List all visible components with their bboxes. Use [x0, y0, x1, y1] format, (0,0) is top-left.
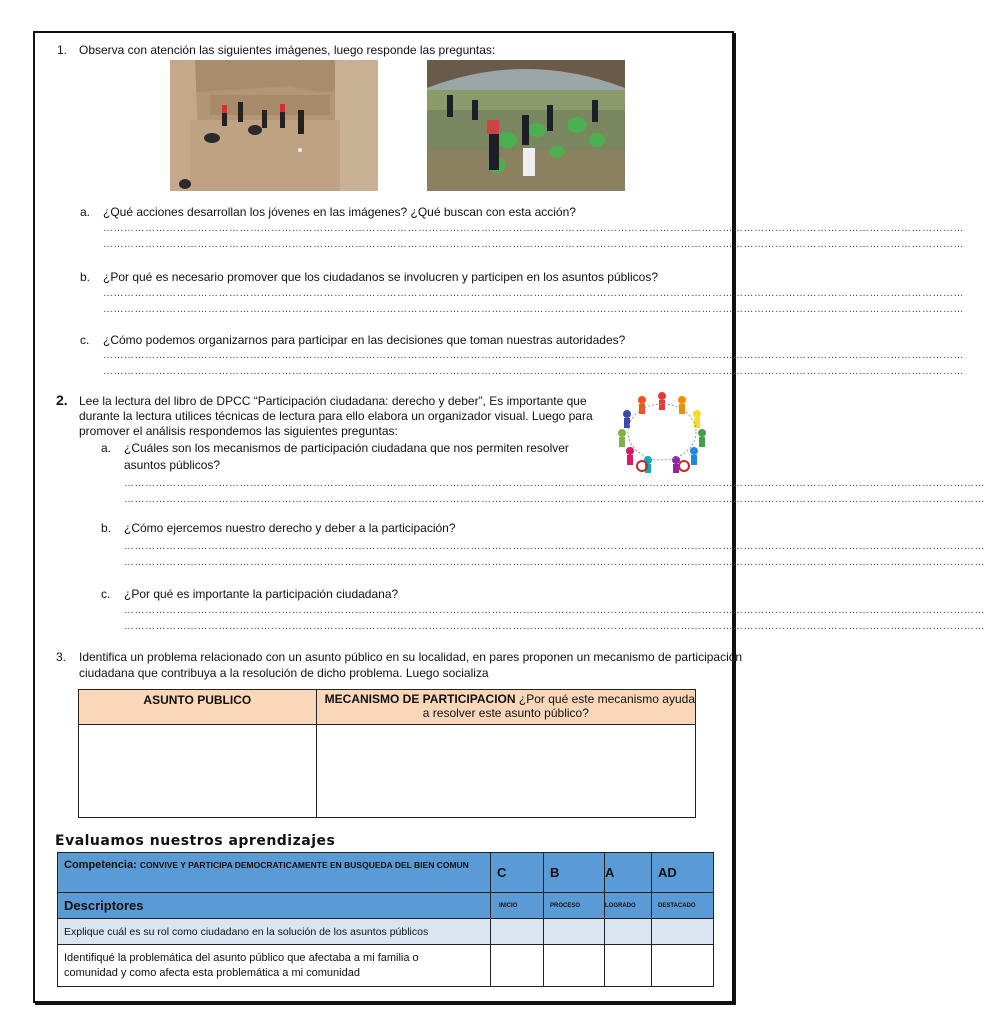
q2a-question-line2: asuntos públicos?: [124, 458, 221, 472]
q1-number: 1.: [57, 43, 68, 57]
answer-line[interactable]: …………………………………………………………………………………………………………………………………………………………………………………………………………………………: [124, 541, 985, 552]
q2b-question: ¿Cómo ejercemos nuestro derecho y deber a la participación?: [124, 521, 456, 535]
public-issue-table: [78, 689, 696, 818]
q2b-letter: b.: [101, 521, 112, 535]
answer-line[interactable]: …………………………………………………………………………………………………………………………………………………………………………………………………………………………: [124, 557, 985, 568]
answer-line[interactable]: …………………………………………………………………………………………………………………………………………………………………………………………………………………………: [124, 621, 985, 632]
q2c-question: ¿Por qué es importante la participación ciudadana?: [124, 587, 399, 601]
rubric-cell[interactable]: [491, 945, 544, 987]
mecanismo-question-line2: a resolver este asunto público?: [422, 706, 589, 720]
rubric-cell[interactable]: [605, 945, 652, 987]
answer-line[interactable]: …………………………………………………………………………………………………………………………………………………………………………………………………………………………: [103, 366, 964, 377]
rubric-cell[interactable]: [544, 945, 605, 987]
q2-intro-line1: Lee la lectura del libro de DPCC “Participación ciudadana: derecho y deber”, Es importante que: [79, 394, 587, 408]
cleanup-photo-1: [170, 60, 378, 191]
rubric-cell[interactable]: [605, 919, 652, 945]
q2a-question-line1: ¿Cuáles son los mecanismos de participación ciudadana que nos permiten resolver: [124, 441, 569, 455]
q3-line1: Identifica un problema relacionado con un asunto público en su localidad, en pares proponen un mecanismo de participación: [79, 650, 743, 664]
descriptor-1: Explique cuál es su rol como ciudadano en la solución de los asuntos públicos: [58, 919, 491, 945]
answer-line[interactable]: …………………………………………………………………………………………………………………………………………………………………………………………………………………………: [124, 494, 985, 505]
mecanismo-label: MECANISMO DE PARTICIPACION: [324, 692, 516, 706]
people-circle-graphic: [612, 388, 712, 474]
level-a: A: [605, 853, 652, 893]
q1b-question: ¿Por qué es necesario promover que los ciudadanos se involucren y participen en los asuntos públicos?: [103, 270, 658, 284]
competencia-cell: [58, 853, 491, 893]
level-c: C: [491, 853, 544, 893]
cleanup-photo-2: [427, 60, 625, 191]
q1-text: Observa con atención las siguientes imágenes, luego responde las preguntas:: [79, 43, 496, 57]
q1b-letter: b.: [80, 270, 91, 284]
descriptor-2: [58, 945, 491, 987]
q1c-letter: c.: [80, 333, 90, 347]
descriptor-2-line2: comunidad y como afecta esta problemática a mi comunidad: [64, 966, 360, 979]
level-name-proceso: PROCESO: [544, 893, 605, 919]
asunto-publico-cell[interactable]: [79, 725, 317, 818]
q2c-letter: c.: [101, 587, 111, 601]
level-b: B: [544, 853, 605, 893]
cleanup-photo-2-graphic: [427, 60, 625, 191]
level-name-destacado: DESTACADO: [652, 893, 714, 919]
descriptores-label: Descriptores: [58, 893, 491, 919]
q3-line2: ciudadana que contribuya a la resolución de dicho problema. Luego socializa: [79, 666, 489, 680]
answer-line[interactable]: …………………………………………………………………………………………………………………………………………………………………………………………………………………………: [103, 288, 964, 299]
evaluation-rubric-table: [57, 852, 714, 987]
q1a-letter: a.: [80, 205, 91, 219]
competencia-text: CONVIVE Y PARTICIPA DEMOCRATICAMENTE EN BUSQUEDA DEL BIEN COMUN: [139, 860, 469, 870]
participation-illustration: [612, 388, 712, 474]
answer-line[interactable]: …………………………………………………………………………………………………………………………………………………………………………………………………………………………: [103, 239, 964, 250]
q2a-letter: a.: [101, 441, 112, 455]
q2-intro-line3: promover el análisis respondemos las siguientes preguntas:: [79, 424, 398, 438]
asunto-publico-label: ASUNTO PUBLICO: [143, 693, 252, 707]
cleanup-photo-1-graphic: [170, 60, 378, 191]
answer-line[interactable]: …………………………………………………………………………………………………………………………………………………………………………………………………………………………: [103, 350, 964, 361]
level-name-logrado: LOGRADO: [605, 893, 652, 919]
rubric-cell[interactable]: [652, 919, 714, 945]
answer-line[interactable]: …………………………………………………………………………………………………………………………………………………………………………………………………………………………: [103, 304, 964, 315]
evaluation-title: Evaluamos nuestros aprendizajes: [55, 833, 336, 849]
mecanismo-header: [316, 690, 695, 725]
descriptor-2-line1: Identifiqué la problemática del asunto público que afectaba a mi familia o: [64, 951, 419, 964]
rubric-cell[interactable]: [491, 919, 544, 945]
answer-line[interactable]: …………………………………………………………………………………………………………………………………………………………………………………………………………………………: [124, 605, 985, 616]
rubric-cell[interactable]: [544, 919, 605, 945]
mecanismo-cell[interactable]: [316, 725, 695, 818]
level-name-inicio: INICIO: [491, 893, 544, 919]
asunto-publico-header: [79, 690, 317, 725]
answer-line[interactable]: …………………………………………………………………………………………………………………………………………………………………………………………………………………………: [124, 478, 985, 489]
q3-number: 3.: [56, 650, 67, 664]
rubric-cell[interactable]: [652, 945, 714, 987]
mecanismo-question: ¿Por qué este mecanismo ayuda: [515, 692, 695, 706]
q1c-question: ¿Cómo podemos organizarnos para participar en las decisiones que toman nuestras autoridades?: [103, 333, 626, 347]
answer-line[interactable]: …………………………………………………………………………………………………………………………………………………………………………………………………………………………: [103, 223, 964, 234]
q2-intro-line2: durante la lectura utilices técnicas de lectura para ello elabora un organizador visual. Luego para: [79, 409, 593, 423]
q1a-question: ¿Qué acciones desarrollan los jóvenes en las imágenes? ¿Qué buscan con esta acción?: [103, 205, 576, 219]
level-ad: AD: [652, 853, 714, 893]
competencia-label: Competencia:: [64, 859, 137, 871]
q2-number: 2.: [56, 392, 68, 408]
